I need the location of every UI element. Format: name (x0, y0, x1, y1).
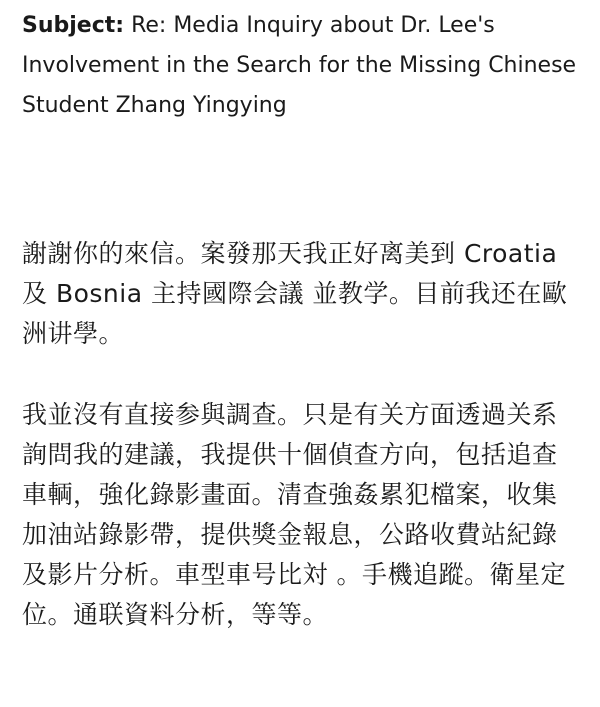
email-body-paragraph-1: 謝謝你的來信。案發那天我正好离美到 Croatia 及 Bosnia 主持國際会議 並教学。目前我还在歐洲讲學。 (22, 239, 568, 348)
subject-label: Subject: (22, 13, 125, 38)
email-subject (22, 6, 578, 126)
email-body-paragraph-2: 我並沒有直接参與調查。只是有关方面透過关系詢問我的建議，我提供十個偵查方向，包括追查車輌，強化錄影畫面。清查強姦累犯檔案，收集加油站錄影帶，提供獎金報息，公路收費站紀錄及影片分析。車型車号比対 。手機追蹤。衛星定位。通联資料分析，等等。 (22, 400, 566, 629)
subject-text: Re: Media Inquiry about Dr. Lee's Involvement in the Search for the Missing Chinese Student Zhang Yingying (22, 13, 577, 118)
